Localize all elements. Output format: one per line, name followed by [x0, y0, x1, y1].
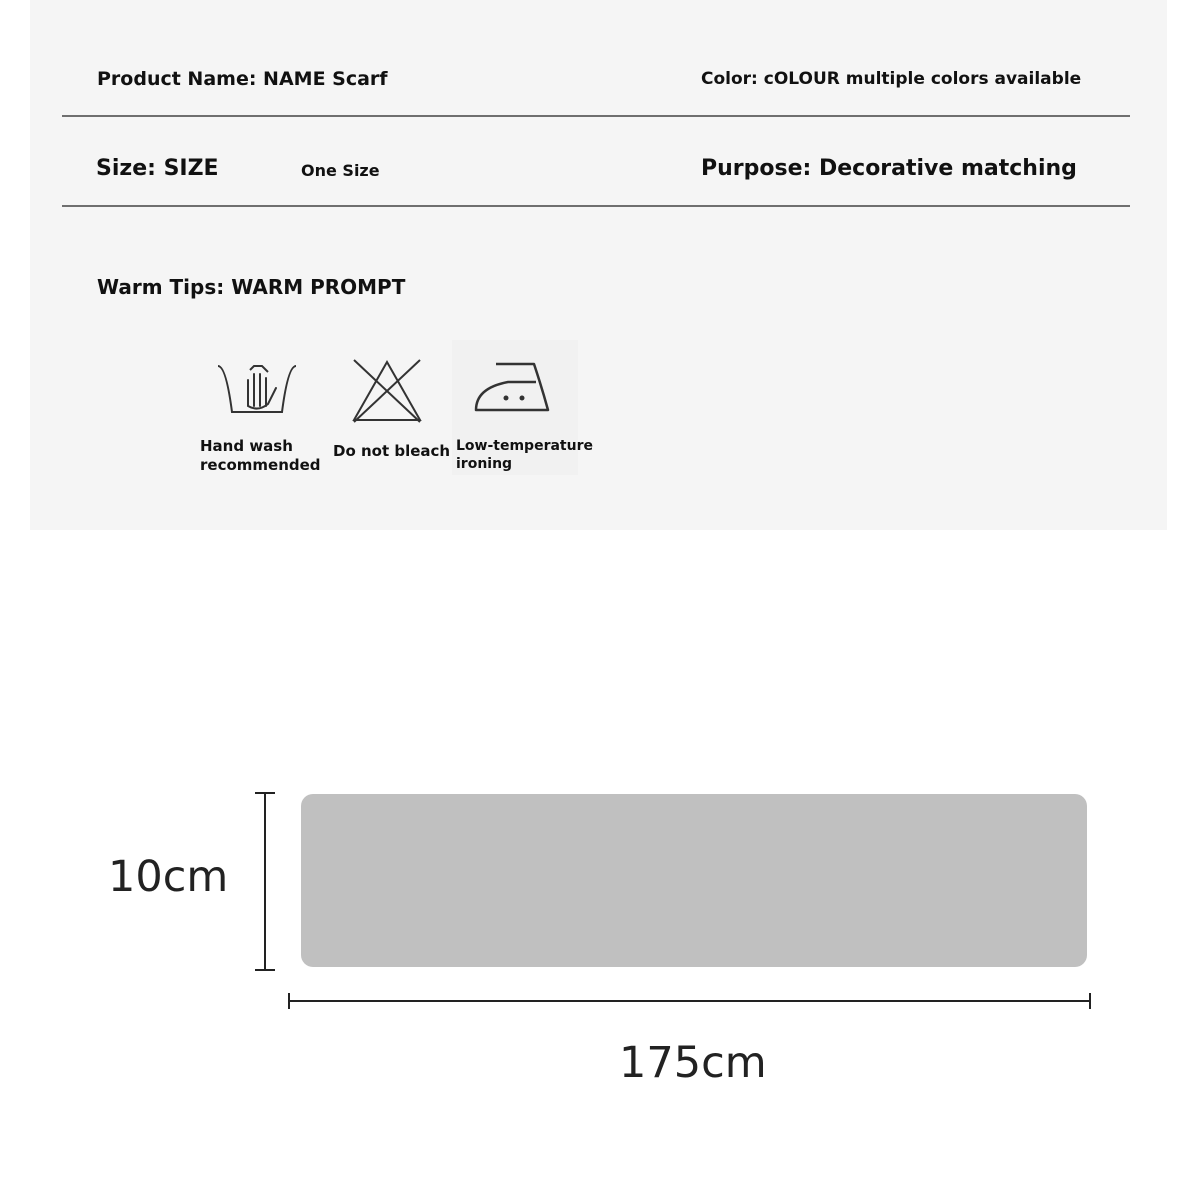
width-dimension-cap-right	[1089, 993, 1091, 1009]
do-not-bleach-icon	[350, 356, 424, 426]
hand-wash-icon	[214, 360, 300, 420]
divider-1	[62, 115, 1130, 117]
size-info: Size: SIZE	[96, 156, 219, 181]
warm-tips-heading: Warm Tips: WARM PROMPT	[97, 275, 406, 299]
height-dimension-label: 10cm	[108, 852, 229, 902]
product-name: Product Name: NAME Scarf	[97, 68, 388, 90]
color-info: Color: cOLOUR multiple colors available	[701, 69, 1082, 89]
purpose-info: Purpose: Decorative matching	[701, 156, 1077, 181]
width-dimension-cap-left	[288, 993, 290, 1009]
care-label-do-not-bleach: Do not bleach	[333, 442, 451, 460]
height-dimension-cap-top	[255, 792, 275, 794]
height-dimension-cap-bottom	[255, 969, 275, 971]
height-dimension-line	[264, 793, 266, 971]
width-dimension-label: 175cm	[619, 1038, 767, 1088]
width-dimension-line	[289, 1000, 1091, 1002]
low-temperature-iron-icon	[472, 358, 556, 416]
care-label-low-temperature-ironing: Low-temperature ironing	[456, 438, 593, 472]
size-value: One Size	[301, 161, 380, 180]
scarf-silhouette	[301, 794, 1087, 967]
divider-2	[62, 205, 1130, 207]
care-label-hand-wash: Hand wash recommended	[200, 437, 321, 474]
